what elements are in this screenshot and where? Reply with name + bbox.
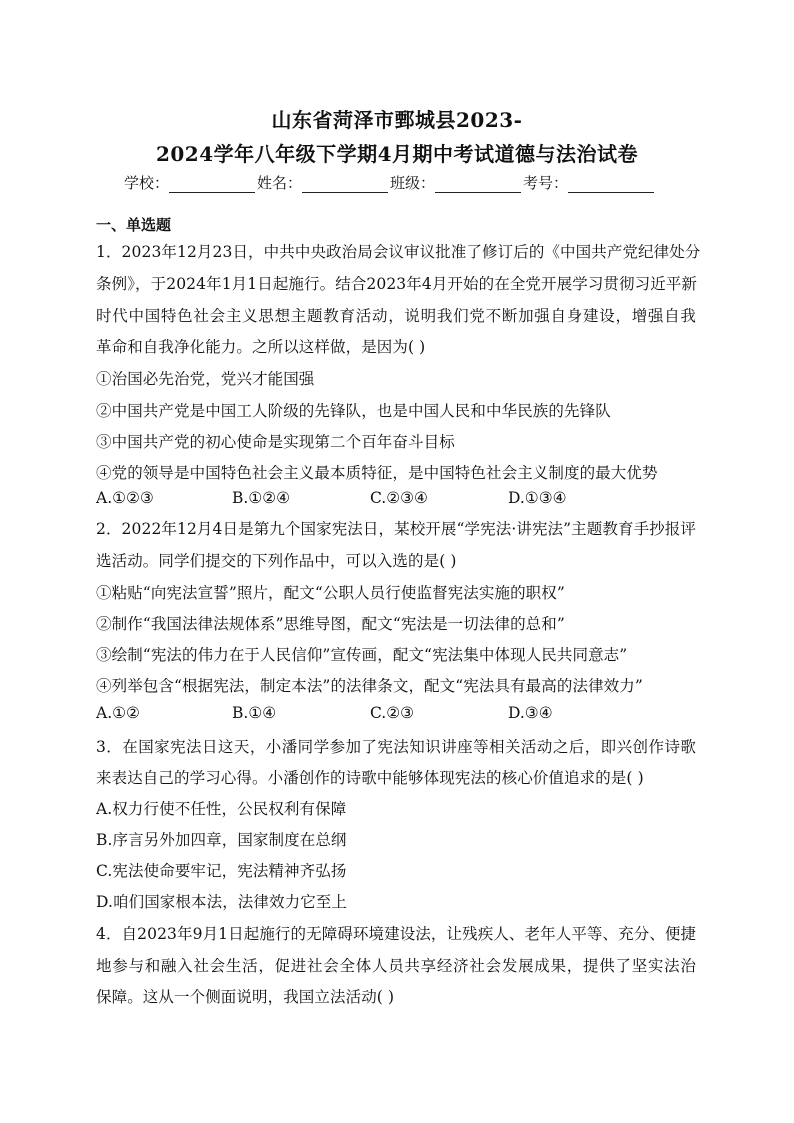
question-3-line: 来表达自己的学习心得。小潘创作的诗歌中能够体现宪法的核心价值追求的是( ) bbox=[96, 769, 644, 787]
question-1-line: 1．2023年12月23日，中共中央政治局会议审议批准了修订后的《中国共产党纪律处分 bbox=[96, 243, 701, 261]
class-blank bbox=[435, 176, 521, 193]
exam-number-blank bbox=[568, 176, 654, 193]
question-3-option-b: B.序言另外加四章，国家制度在总纲 bbox=[96, 831, 347, 849]
student-info-row bbox=[124, 172, 684, 193]
section-heading: 一、单选题 bbox=[96, 216, 172, 234]
question-2-option-d: D.③④ bbox=[508, 704, 553, 722]
question-1-option-a: A.①②③ bbox=[96, 489, 154, 507]
question-1-option-c: C.②③④ bbox=[370, 489, 428, 507]
question-1-line: 时代中国特色社会主义思想主题教育活动，说明我们党不断加强自身建设，增强自我 bbox=[96, 307, 696, 325]
question-1-line: 条例》，于2024年1月1日起施行。结合2023年4月开始的在全党开展学习贯彻习近平新 bbox=[96, 275, 698, 293]
question-4-line: 4．自2023年9月1日起施行的无障碍环境建设法，让残疾人、老年人平等、充分、便捷 bbox=[96, 925, 697, 943]
question-1-option-b: B.①②④ bbox=[232, 489, 291, 507]
question-1-statement: ③中国共产党的初心使命是实现第二个百年奋斗目标 bbox=[96, 433, 455, 451]
question-3-option-a: A.权力行使不任性，公民权利有保障 bbox=[96, 800, 347, 818]
question-2-statement: ③绘制“宪法的伟力在于人民信仰”宣传画，配文“宪法集中体现人民共同意志” bbox=[96, 646, 628, 664]
class-label: 班级： bbox=[390, 174, 436, 192]
school-blank bbox=[169, 176, 255, 193]
question-2-option-b: B.①④ bbox=[232, 704, 277, 722]
question-4-line: 保障。这从一个侧面说明，我国立法活动( ) bbox=[96, 988, 395, 1006]
exam-title-line2: 2024学年八年级下学期4月期中考试道德与法治试卷 bbox=[155, 142, 639, 166]
question-2-option-a: A.①② bbox=[96, 704, 140, 722]
question-1-statement: ④党的领导是中国特色社会主义最本质特征，是中国特色社会主义制度的最大优势 bbox=[96, 464, 658, 482]
question-4-line: 地参与和融入社会生活，促进社会全体人员共享经济社会发展成果，提供了坚实法治 bbox=[96, 957, 696, 975]
question-2-statement: ②制作“我国法律法规体系”思维导图，配文“宪法是一切法律的总和” bbox=[96, 615, 565, 633]
exam-title-line1: 山东省菏泽市鄄城县2023- bbox=[271, 108, 523, 132]
exam-number-label: 考号： bbox=[523, 174, 569, 192]
name-label: 姓名： bbox=[257, 174, 303, 192]
question-1-option-d: D.①③④ bbox=[508, 489, 567, 507]
question-3-option-c: C.宪法使命要牢记，宪法精神齐弘扬 bbox=[96, 862, 347, 880]
question-1-line: 革命和自我净化能力。之所以这样做，是因为( ) bbox=[96, 338, 426, 356]
question-1-statement: ①治国必先治党，党兴才能国强 bbox=[96, 370, 315, 388]
question-2-statement: ④列举包含“根据宪法，制定本法”的法律条文，配文“宪法具有最高的法律效力” bbox=[96, 677, 643, 695]
question-2-line: 选活动。同学们提交的下列作品中，可以入选的是( ) bbox=[96, 552, 457, 570]
question-1-statement: ②中国共产党是中国工人阶级的先锋队，也是中国人民和中华民族的先锋队 bbox=[96, 402, 611, 420]
question-2-option-c: C.②③ bbox=[370, 704, 415, 722]
question-3-option-d: D.咱们国家根本法，法律效力它至上 bbox=[96, 893, 348, 911]
name-blank bbox=[302, 176, 388, 193]
question-2-line: 2．2022年12月4日是第九个国家宪法日，某校开展“学宪法·讲宪法”主题教育手抄报评 bbox=[96, 520, 696, 538]
school-label: 学校： bbox=[124, 174, 170, 192]
question-2-statement: ①粘贴“向宪法宣誓”照片，配文“公职人员行使监督宪法实施的职权” bbox=[96, 584, 565, 602]
question-3-line: 3．在国家宪法日这天，小潘同学参加了宪法知识讲座等相关活动之后，即兴创作诗歌 bbox=[96, 738, 696, 756]
